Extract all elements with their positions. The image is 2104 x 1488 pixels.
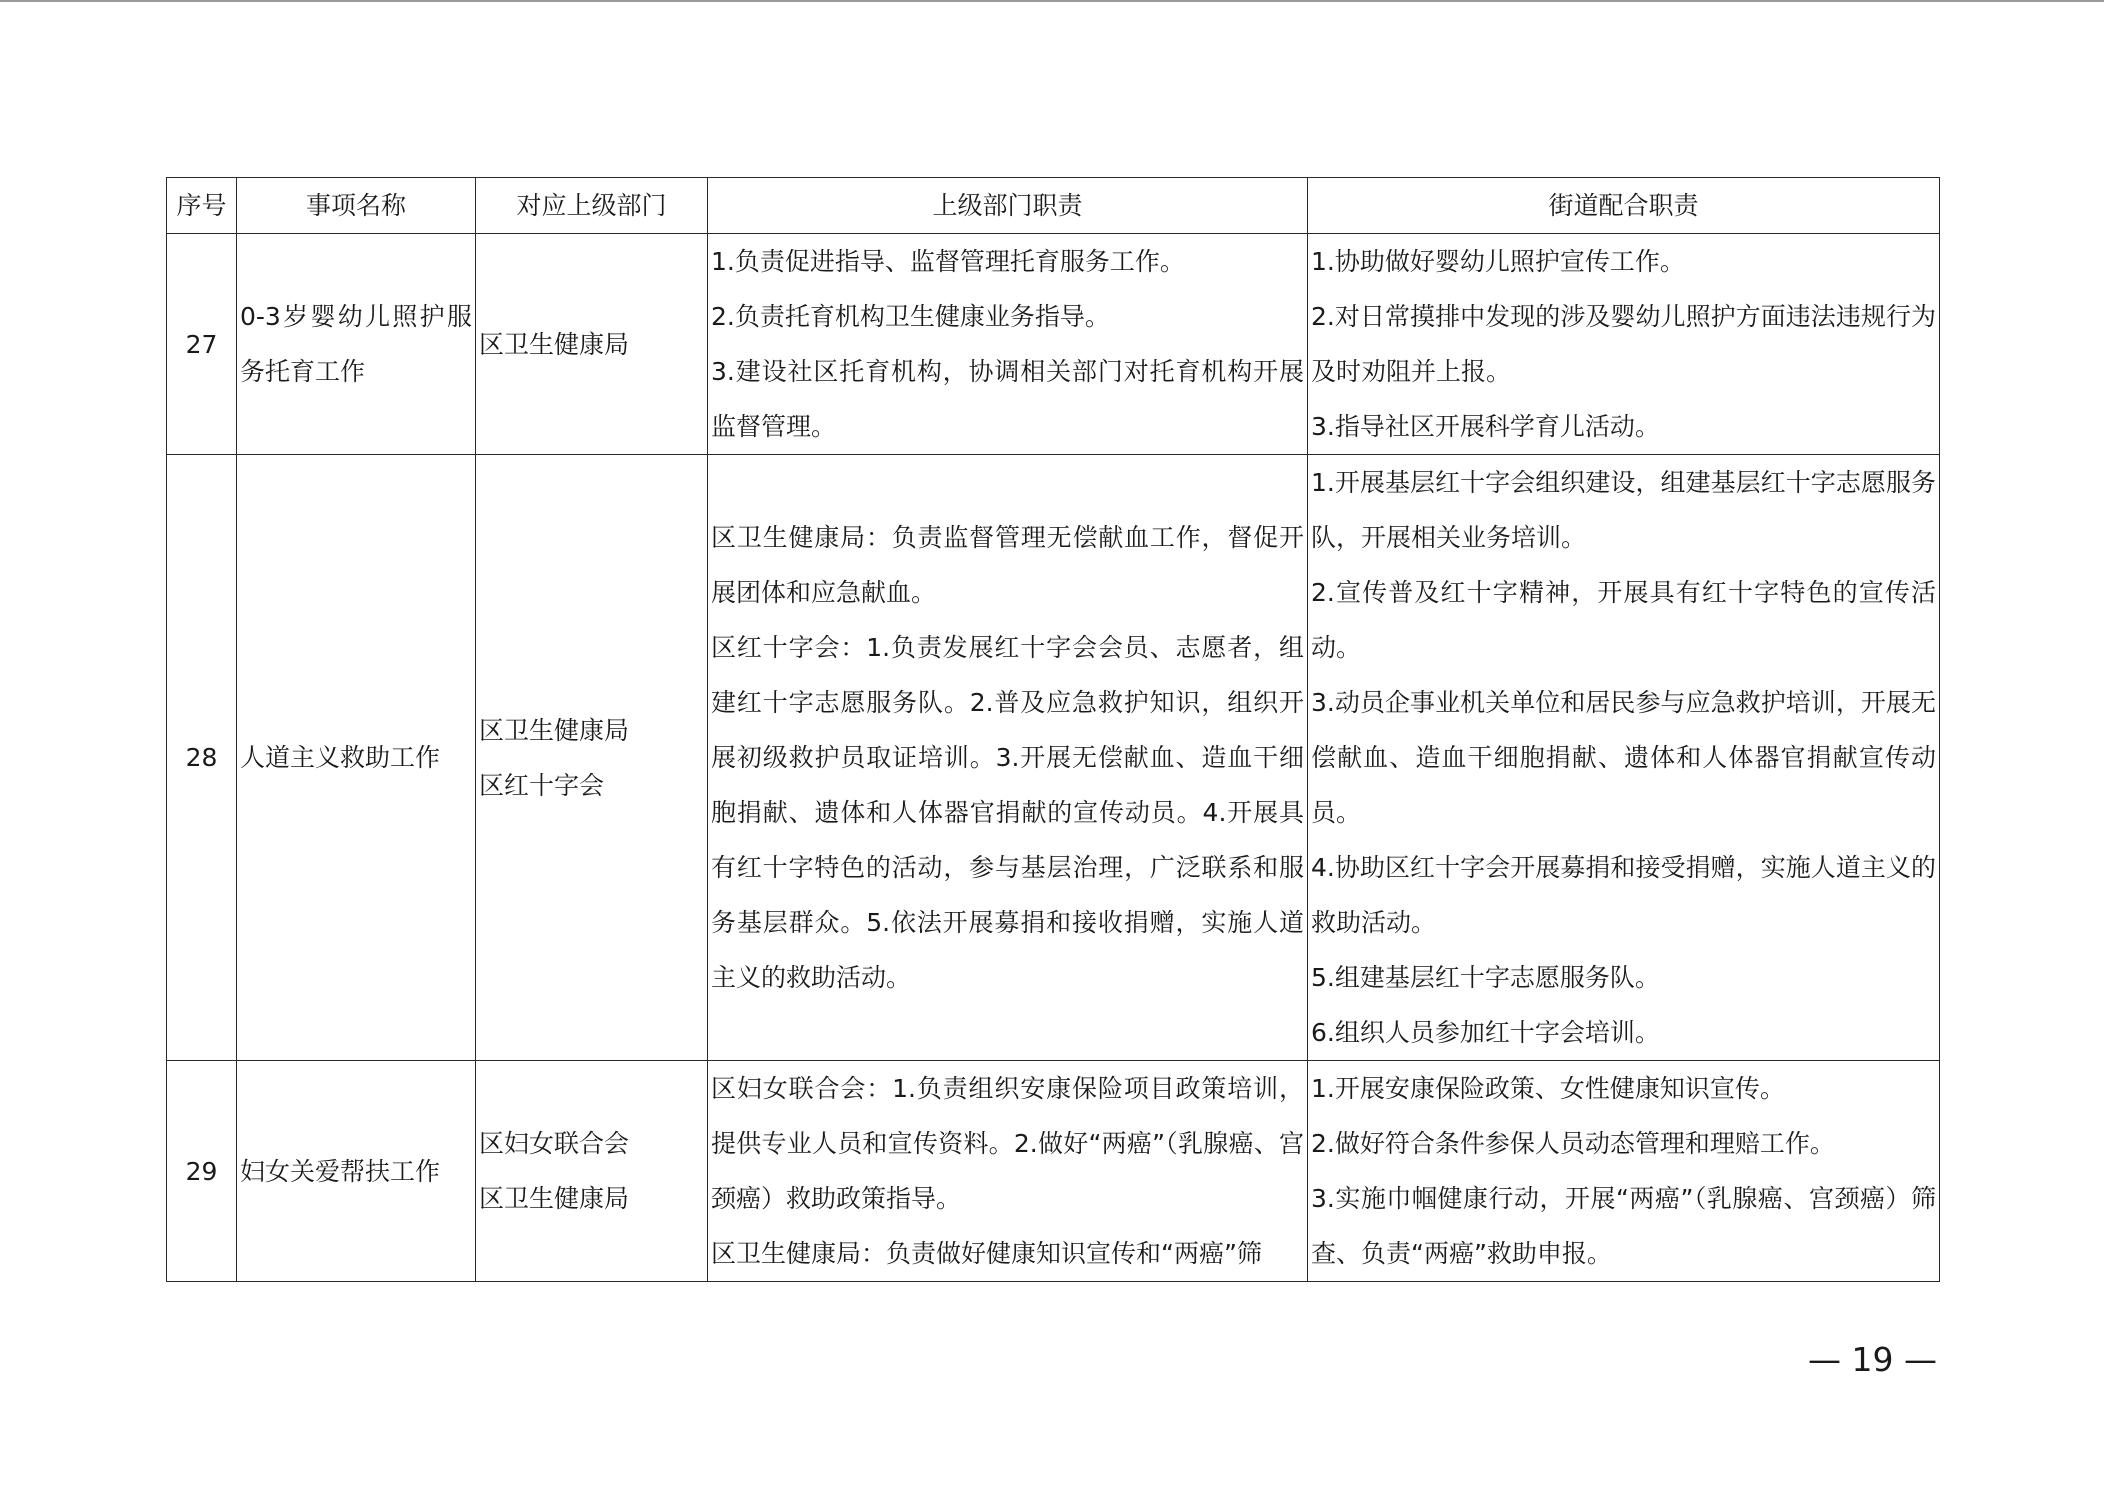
duty-line: 区红十字会：1.负责发展红十字会会员、志愿者，组建红十字志愿服务队。2.普及应急救护知识，组织开展初级救护员取证培训。3.开展无偿献血、造血干细胞捐献、遗体和人体器官捐献的宣传动员。4.开展具有红十字特色的活动，参与基层治理，广泛联系和服务基层群众。5.依法开展募捐和接收捐赠，实施人道主义的救助活动。 bbox=[711, 633, 1304, 992]
duty-line: 区卫生健康局：负责监督管理无偿献血工作，督促开展团体和应急献血。 bbox=[711, 523, 1304, 607]
duty-line: 3.实施巾帼健康行动，开展“两癌”（乳腺癌、宫颈癌）筛查、负责“两癌”救助申报。 bbox=[1311, 1184, 1936, 1268]
header-upper-duties: 上级部门职责 bbox=[708, 178, 1308, 234]
department-name: 区卫生健康局 bbox=[479, 715, 630, 745]
header-street-duties: 街道配合职责 bbox=[1308, 178, 1940, 234]
row-departments bbox=[476, 234, 708, 455]
duty-line: 区妇女联合会：1.负责组织安康保险项目政策培训，提供专业人员和宣传资料。2.做好“两癌”（乳腺癌、宫颈癌）救助政策指导。 bbox=[711, 1074, 1304, 1213]
department-name: 区妇女联合会 bbox=[479, 1129, 630, 1158]
department-name: 区卫生健康局 bbox=[479, 1184, 630, 1213]
duties-table bbox=[166, 177, 1940, 1282]
row-number: 27 bbox=[167, 234, 237, 455]
row-item-name: 妇女关爱帮扶工作 bbox=[237, 1061, 476, 1282]
row-item-name: 人道主义救助工作 bbox=[237, 455, 476, 1061]
table-row bbox=[167, 234, 1940, 455]
table-header-row bbox=[167, 178, 1940, 234]
row-upper-duties bbox=[708, 1061, 1308, 1282]
duty-line: 6.组织人员参加红十字会培训。 bbox=[1311, 1018, 1660, 1047]
top-border-line bbox=[0, 0, 2104, 2]
row-departments bbox=[476, 455, 708, 1061]
row-street-duties bbox=[1308, 1061, 1940, 1282]
duty-line: 1.开展基层红十字会组织建设，组建基层红十字志愿服务队，开展相关业务培训。 bbox=[1311, 468, 1936, 552]
header-item-name: 事项名称 bbox=[237, 178, 476, 234]
department-name: 区卫生健康局 bbox=[479, 329, 630, 359]
header-department: 对应上级部门 bbox=[476, 178, 708, 234]
page-number: — 19 — bbox=[1808, 1340, 1937, 1379]
duty-line: 3.指导社区开展科学育儿活动。 bbox=[1311, 412, 1660, 441]
duty-line: 2.做好符合条件参保人员动态管理和理赔工作。 bbox=[1311, 1129, 1835, 1158]
duty-line: 3.建设社区托育机构，协调相关部门对托育机构开展监督管理。 bbox=[711, 357, 1304, 441]
duty-line: 2.对日常摸排中发现的涉及婴幼儿照护方面违法违规行为及时劝阻并上报。 bbox=[1311, 302, 1936, 386]
table-row bbox=[167, 455, 1940, 1061]
header-seq: 序号 bbox=[167, 178, 237, 234]
row-item-name: 0-3岁婴幼儿照护服务托育工作 bbox=[237, 234, 476, 455]
row-upper-duties bbox=[708, 234, 1308, 455]
duty-line: 2.宣传普及红十字精神，开展具有红十字特色的宣传活动。 bbox=[1311, 578, 1936, 662]
duty-line: 区卫生健康局：负责做好健康知识宣传和“两癌”筛 bbox=[711, 1239, 1262, 1268]
duty-line: 1.协助做好婴幼儿照护宣传工作。 bbox=[1311, 247, 1685, 276]
row-street-duties bbox=[1308, 234, 1940, 455]
duty-line: 1.开展安康保险政策、女性健康知识宣传。 bbox=[1311, 1074, 1785, 1103]
row-upper-duties bbox=[708, 455, 1308, 1061]
row-street-duties bbox=[1308, 455, 1940, 1061]
duty-line: 2.负责托育机构卫生健康业务指导。 bbox=[711, 302, 1110, 331]
row-number: 29 bbox=[167, 1061, 237, 1282]
duty-line: 1.负责促进指导、监督管理托育服务工作。 bbox=[711, 247, 1185, 276]
table-row bbox=[167, 1061, 1940, 1282]
duty-line: 5.组建基层红十字志愿服务队。 bbox=[1311, 963, 1660, 992]
department-name: 区红十字会 bbox=[479, 770, 605, 800]
duty-line: 3.动员企事业机关单位和居民参与应急救护培训，开展无偿献血、造血干细胞捐献、遗体和人体器官捐献宣传动员。 bbox=[1311, 688, 1936, 827]
row-number: 28 bbox=[167, 455, 237, 1061]
duty-line: 4.协助区红十字会开展募捐和接受捐赠，实施人道主义的救助活动。 bbox=[1311, 853, 1936, 937]
row-departments bbox=[476, 1061, 708, 1282]
